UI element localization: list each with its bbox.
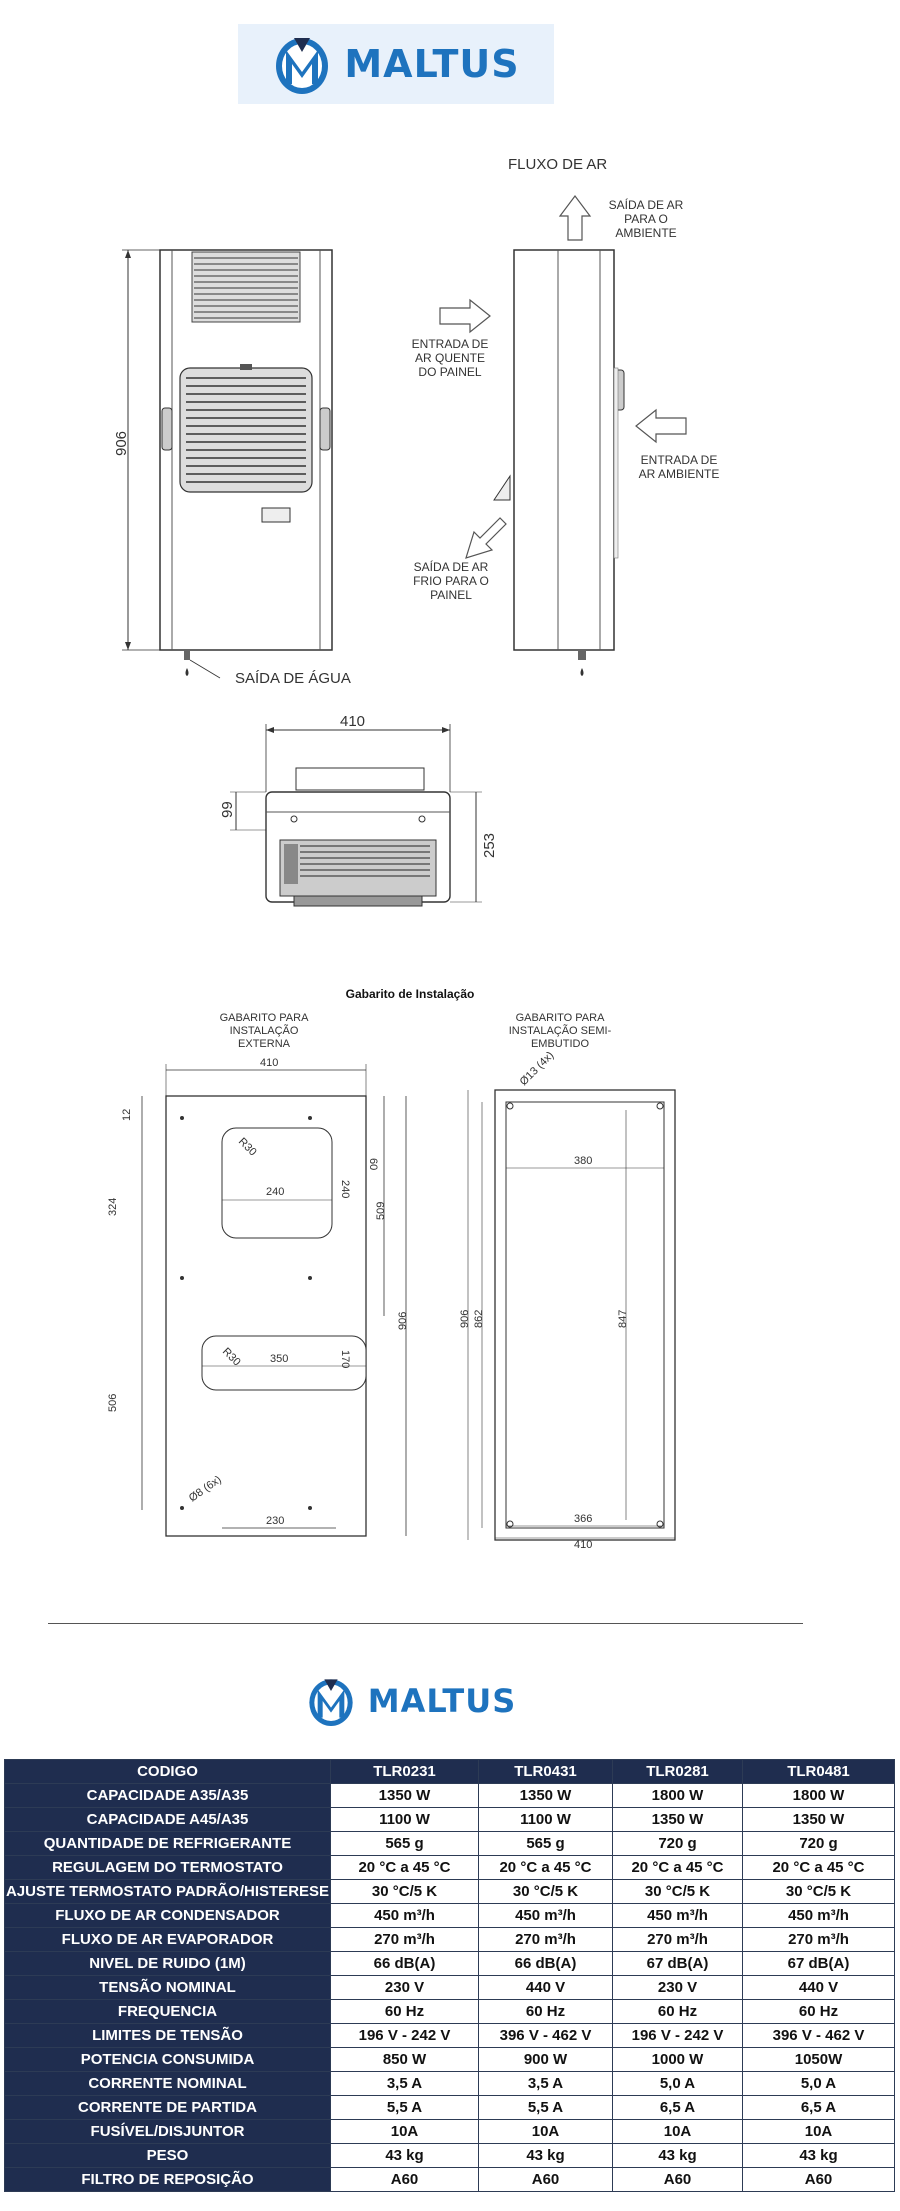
section-divider: [48, 1623, 803, 1624]
top-depth-total-dim: 253: [481, 832, 498, 858]
spec-value-cell: 20 °C a 45 °C: [331, 1856, 479, 1880]
semi-total-h-dim: 906: [459, 1309, 471, 1328]
maltus-logo-icon: [306, 1672, 356, 1730]
spec-value-cell: 1350 W: [743, 1808, 895, 1832]
semi-inner-w-dim: 380: [574, 1155, 593, 1167]
header-model: TLR0481: [743, 1760, 895, 1784]
table-row: [5, 2048, 895, 2072]
table-row: [5, 1880, 895, 1904]
semi-template-label: GABARITO PARA INSTALAÇÃO SEMI-EMBUTIDO: [508, 1012, 612, 1050]
spec-value-cell: 1050W: [743, 2048, 895, 2072]
spec-param-label: LIMITES DE TENSÃO: [5, 2024, 331, 2048]
spec-value-cell: 196 V - 242 V: [613, 2024, 743, 2048]
spec-param-label: QUANTIDADE DE REFRIGERANTE: [5, 1832, 331, 1856]
spec-value-cell: A60: [743, 2168, 895, 2192]
ext-holes-dim: Ø8 (6x): [186, 1473, 224, 1505]
semi-cut-h-dim: 847: [617, 1309, 629, 1328]
spec-value-cell: 10A: [613, 2120, 743, 2144]
spec-value-cell: 450 m³/h: [613, 1904, 743, 1928]
spec-param-label: NIVEL DE RUIDO (1M): [5, 1952, 331, 1976]
top-logo: [238, 24, 554, 104]
maltus-logo-icon: [272, 32, 332, 96]
template-title: Gabarito de Instalação: [345, 987, 475, 1001]
spec-param-label: PESO: [5, 2144, 331, 2168]
spec-value-cell: 900 W: [479, 2048, 613, 2072]
spec-value-cell: 270 m³/h: [613, 1928, 743, 1952]
spec-value-cell: 67 dB(A): [613, 1952, 743, 1976]
spec-value-cell: 30 °C/5 K: [613, 1880, 743, 1904]
spec-param-label: REGULAGEM DO TERMOSTATO: [5, 1856, 331, 1880]
spec-value-cell: 43 kg: [479, 2144, 613, 2168]
spec-value-cell: A60: [479, 2168, 613, 2192]
top-view-drawing: [200, 712, 500, 922]
ext-upper-top-dim: 60: [367, 1158, 379, 1171]
header-model: TLR0431: [479, 1760, 613, 1784]
table-row: [5, 1832, 895, 1856]
spec-value-cell: 43 kg: [743, 2144, 895, 2168]
spec-value-cell: 440 V: [479, 1976, 613, 2000]
spec-param-label: CAPACIDADE A45/A35: [5, 1808, 331, 1832]
external-template-label: GABARITO PARA INSTALAÇÃO EXTERNA: [219, 1012, 309, 1050]
semi-total-w-dim: 410: [574, 1539, 593, 1551]
semi-holes-dim: Ø13 (4x): [517, 1049, 557, 1089]
spec-value-cell: 450 m³/h: [331, 1904, 479, 1928]
spec-value-cell: 30 °C/5 K: [479, 1880, 613, 1904]
spec-param-label: CORRENTE NOMINAL: [5, 2072, 331, 2096]
spec-value-cell: 1000 W: [613, 2048, 743, 2072]
spec-value-cell: 1100 W: [479, 1808, 613, 1832]
table-row: [5, 2000, 895, 2024]
spec-param-label: FUSÍVEL/DISJUNTOR: [5, 2120, 331, 2144]
ext-mid-dim: 509: [375, 1201, 387, 1220]
spec-value-cell: 270 m³/h: [479, 1928, 613, 1952]
ext-lower-w-dim: 350: [270, 1353, 289, 1365]
spec-value-cell: 66 dB(A): [479, 1952, 613, 1976]
spec-value-cell: 720 g: [743, 1832, 895, 1856]
ext-upper-w-dim: 240: [266, 1186, 285, 1198]
spec-value-cell: 43 kg: [613, 2144, 743, 2168]
ext-bottom-dim: 230: [266, 1515, 285, 1527]
spec-value-cell: A60: [613, 2168, 743, 2192]
spec-value-cell: 230 V: [331, 1976, 479, 2000]
spec-value-cell: 5,5 A: [479, 2096, 613, 2120]
spec-value-cell: 60 Hz: [613, 2000, 743, 2024]
logo-text: MALTUS: [344, 42, 520, 86]
bottom-logo: [288, 1668, 534, 1734]
logo-text-bottom: MALTUS: [367, 1682, 517, 1720]
spec-value-cell: 10A: [331, 2120, 479, 2144]
spec-value-cell: 30 °C/5 K: [331, 1880, 479, 1904]
front-height-dim: 906: [113, 430, 130, 456]
spec-value-cell: 1350 W: [479, 1784, 613, 1808]
front-view-drawing: [100, 240, 390, 700]
ambient-in-label: ENTRADA DE AR AMBIENTE: [638, 453, 720, 481]
ext-top-offset-dim: 12: [121, 1108, 133, 1121]
spec-param-label: FLUXO DE AR CONDENSADOR: [5, 1904, 331, 1928]
spec-value-cell: 450 m³/h: [479, 1904, 613, 1928]
table-row: [5, 2168, 895, 2192]
spec-param-label: FILTRO DE REPOSIÇÃO: [5, 2168, 331, 2192]
table-row: [5, 2024, 895, 2048]
header-codigo: CODIGO: [5, 1760, 331, 1784]
spec-value-cell: 270 m³/h: [331, 1928, 479, 1952]
semi-template-drawing: [440, 1050, 690, 1550]
spec-value-cell: 5,5 A: [331, 2096, 479, 2120]
spec-value-cell: 440 V: [743, 1976, 895, 2000]
spec-param-label: AJUSTE TERMOSTATO PADRÃO/HISTERESE: [5, 1880, 331, 1904]
spec-param-label: CORRENTE DE PARTIDA: [5, 2096, 331, 2120]
spec-value-cell: 565 g: [479, 1832, 613, 1856]
ext-lower-h-dim: 170: [339, 1350, 351, 1369]
ext-width-dim: 410: [260, 1057, 279, 1069]
spec-value-cell: 60 Hz: [743, 2000, 895, 2024]
ext-upper-h-dim: 240: [339, 1180, 351, 1199]
spec-value-cell: 1800 W: [743, 1784, 895, 1808]
spec-value-cell: 67 dB(A): [743, 1952, 895, 1976]
spec-value-cell: 270 m³/h: [743, 1928, 895, 1952]
table-row: [5, 1976, 895, 2000]
spec-value-cell: 66 dB(A): [331, 1952, 479, 1976]
spec-value-cell: 5,0 A: [743, 2072, 895, 2096]
spec-value-cell: 60 Hz: [331, 2000, 479, 2024]
spec-param-label: FREQUENCIA: [5, 2000, 331, 2024]
table-row: [5, 2072, 895, 2096]
spec-value-cell: 565 g: [331, 1832, 479, 1856]
table-row: [5, 1784, 895, 1808]
water-outlet-label: SAÍDA DE ÁGUA: [235, 670, 351, 687]
spec-value-cell: 396 V - 462 V: [479, 2024, 613, 2048]
top-width-dim: 410: [340, 713, 366, 730]
ext-upper-gap-dim: 324: [107, 1197, 119, 1216]
spec-value-cell: 30 °C/5 K: [743, 1880, 895, 1904]
semi-inner-h-dim: 862: [473, 1309, 485, 1328]
spec-param-label: CAPACIDADE A35/A35: [5, 1784, 331, 1808]
spec-value-cell: 1100 W: [331, 1808, 479, 1832]
spec-value-cell: 5,0 A: [613, 2072, 743, 2096]
table-row: [5, 1856, 895, 1880]
spec-param-label: FLUXO DE AR EVAPORADOR: [5, 1928, 331, 1952]
table-row: [5, 2096, 895, 2120]
spec-value-cell: 43 kg: [331, 2144, 479, 2168]
header-model: TLR0231: [331, 1760, 479, 1784]
spec-value-cell: 6,5 A: [743, 2096, 895, 2120]
spec-value-cell: 850 W: [331, 2048, 479, 2072]
header-model: TLR0281: [613, 1760, 743, 1784]
ext-lower-r-dim: R30: [219, 1345, 243, 1369]
table-header-row: [5, 1760, 895, 1784]
ext-upper-r-dim: R30: [235, 1135, 259, 1159]
spec-param-label: TENSÃO NOMINAL: [5, 1976, 331, 2000]
airflow-title: FLUXO DE AR: [508, 156, 608, 173]
side-view-drawing: [430, 178, 690, 678]
spec-value-cell: 20 °C a 45 °C: [613, 1856, 743, 1880]
spec-value-cell: 230 V: [613, 1976, 743, 2000]
spec-value-cell: 450 m³/h: [743, 1904, 895, 1928]
spec-value-cell: 20 °C a 45 °C: [743, 1856, 895, 1880]
spec-value-cell: 3,5 A: [331, 2072, 479, 2096]
ext-lower-gap-dim: 506: [107, 1393, 119, 1412]
spec-value-cell: 1350 W: [331, 1784, 479, 1808]
semi-bottom-w-dim: 366: [574, 1513, 593, 1525]
external-template-drawing: [107, 1050, 450, 1550]
spec-value-cell: 720 g: [613, 1832, 743, 1856]
spec-table: [4, 1759, 895, 2192]
spec-value-cell: 1800 W: [613, 1784, 743, 1808]
spec-value-cell: 10A: [743, 2120, 895, 2144]
spec-param-label: POTENCIA CONSUMIDA: [5, 2048, 331, 2072]
table-row: [5, 1952, 895, 1976]
table-row: [5, 2144, 895, 2168]
cold-out-label: SAÍDA DE AR FRIO PARA O PAINEL: [413, 560, 489, 602]
top-depth-small-dim: 99: [219, 801, 236, 818]
table-row: [5, 2120, 895, 2144]
spec-value-cell: 6,5 A: [613, 2096, 743, 2120]
spec-value-cell: 60 Hz: [479, 2000, 613, 2024]
spec-value-cell: 10A: [479, 2120, 613, 2144]
ext-total-dim: 906: [397, 1311, 409, 1330]
table-row: [5, 1904, 895, 1928]
spec-value-cell: 3,5 A: [479, 2072, 613, 2096]
spec-value-cell: A60: [331, 2168, 479, 2192]
spec-value-cell: 196 V - 242 V: [331, 2024, 479, 2048]
spec-value-cell: 20 °C a 45 °C: [479, 1856, 613, 1880]
table-row: [5, 1928, 895, 1952]
spec-value-cell: 1350 W: [613, 1808, 743, 1832]
hot-in-label: ENTRADA DE AR QUENTE DO PAINEL: [411, 337, 489, 379]
out-ambient-label: SAÍDA DE AR PARA O AMBIENTE: [608, 198, 684, 240]
spec-value-cell: 396 V - 462 V: [743, 2024, 895, 2048]
table-row: [5, 1808, 895, 1832]
